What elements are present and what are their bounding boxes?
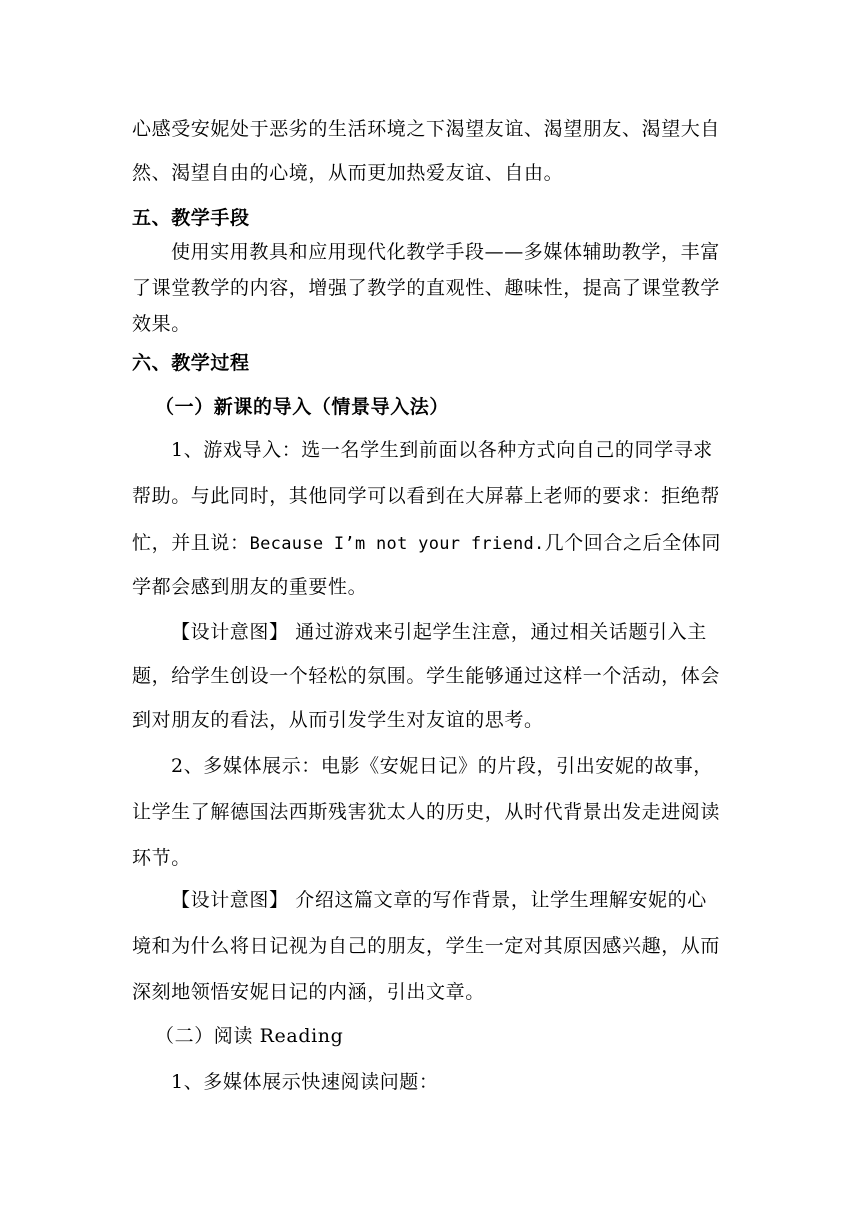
design-intent-line: 【设计意图】 通过游戏来引起学生注意，通过相关话题引入主: [171, 621, 707, 643]
paragraph-line: 境和为什么将日记视为自己的朋友，学生一定对其原因感兴趣，从而: [132, 935, 721, 957]
paragraph-line: 环节。: [132, 847, 191, 869]
paragraph-line: 深刻地领悟安妮日记的内涵，引出文章。: [132, 981, 485, 1003]
english-sentence: Because I’m not your friend.: [249, 534, 545, 554]
paragraph-line: 1、多媒体展示快速阅读问题：: [171, 1071, 439, 1093]
design-intent-line: 【设计意图】 介绍这篇文章的写作背景，让学生理解安妮的心: [171, 889, 707, 911]
paragraph-line: 了课堂教学的内容，增强了教学的直观性、趣味性，提高了课堂教学: [132, 277, 721, 299]
paragraph-line: 让学生了解德国法西斯残害犹太人的历史，从时代背景出发走进阅读: [132, 801, 721, 823]
paragraph-line: 2、多媒体展示：电影《安妮日记》的片段，引出安妮的故事，: [171, 755, 713, 777]
paragraph-line: 题，给学生创设一个轻松的氛围。学生能够通过这样一个活动，体会: [132, 665, 721, 687]
section-heading: 五、教学手段: [132, 207, 250, 229]
paragraph-line: 使用实用教具和应用现代化教学手段——多媒体辅助教学，丰富: [171, 241, 720, 263]
paragraph-line: [132, 531, 721, 556]
section-heading: 六、教学过程: [132, 352, 250, 374]
line-text: 几个回合之后全体同: [544, 532, 721, 554]
paragraph-line: 到对朋友的看法，从而引发学生对友谊的思考。: [132, 709, 544, 731]
paragraph-line: 效果。: [132, 313, 191, 335]
paragraph-line: 然、渴望自由的心境，从而更加热爱友谊、自由。: [132, 162, 564, 184]
paragraph-line: 帮助。与此同时，其他同学可以看到在大屏幕上老师的要求：拒绝帮: [132, 485, 721, 507]
paragraph-line: 心感受安妮处于恶劣的生活环境之下渴望友谊、渴望朋友、渴望大自: [132, 118, 721, 140]
paragraph-line: 学都会感到朋友的重要性。: [132, 576, 368, 598]
subsection-heading: （二）阅读 Reading: [155, 1025, 344, 1047]
subsection-heading: （一）新课的导入（情景导入法）: [155, 396, 450, 418]
line-text: 忙，并且说：: [132, 532, 250, 554]
paragraph-line: 1、游戏导入：选一名学生到前面以各种方式向自己的同学寻求: [171, 439, 713, 461]
